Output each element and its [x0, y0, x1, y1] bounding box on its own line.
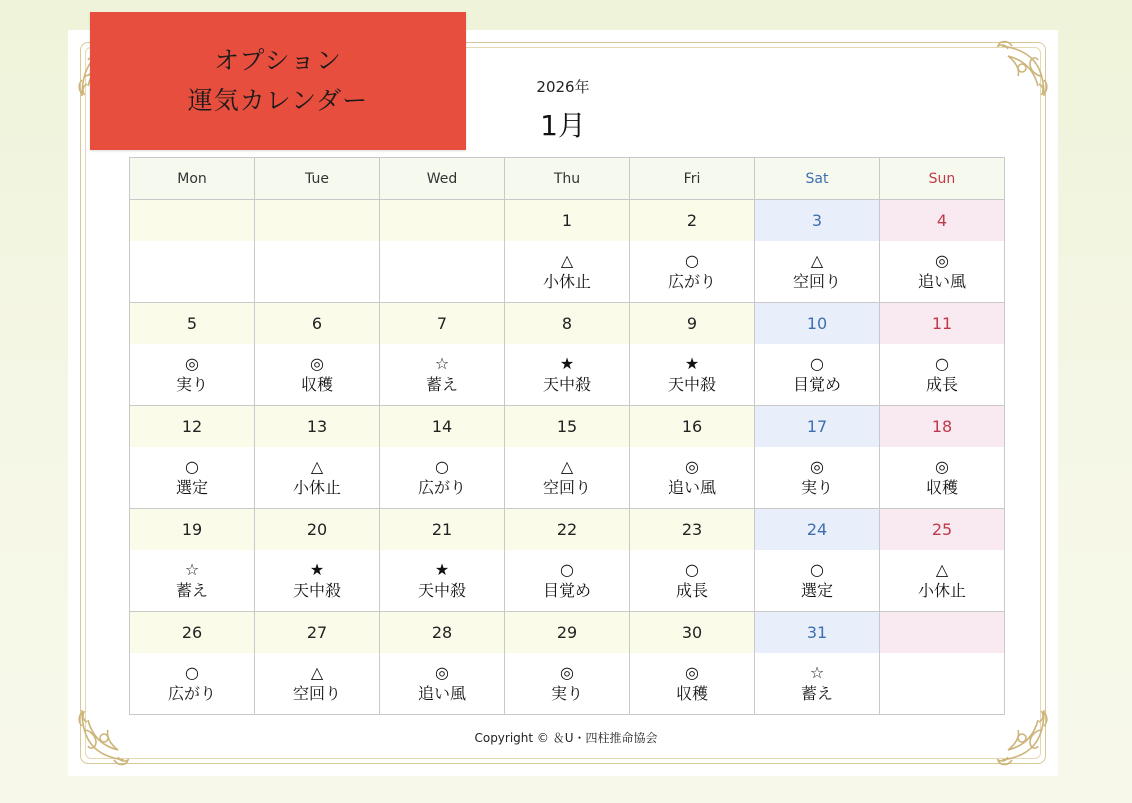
fortune-word: 収穫 — [675, 684, 708, 703]
fortune-symbol: ★ — [434, 560, 450, 579]
day-number: 8 — [505, 303, 629, 344]
fortune-symbol: ◎ — [935, 251, 949, 270]
day-number: 28 — [380, 612, 504, 653]
calendar-day-cell — [130, 303, 255, 406]
day-number — [255, 200, 379, 241]
fortune-symbol: ◎ — [435, 663, 449, 682]
calendar-day-cell — [630, 303, 755, 406]
fortune-entry — [255, 550, 379, 611]
calendar-day-cell — [880, 612, 1005, 715]
fortune-entry — [505, 447, 629, 508]
fortune-word: 小休止 — [542, 272, 591, 291]
fortune-symbol: ○ — [185, 457, 199, 476]
fortune-symbol: ○ — [810, 354, 824, 373]
fortune-symbol: ○ — [685, 560, 699, 579]
fortune-entry — [255, 344, 379, 405]
fortune-symbol: ○ — [810, 560, 824, 579]
calendar-day-cell — [380, 509, 505, 612]
fortune-symbol: ☆ — [184, 560, 200, 579]
fortune-symbol: ○ — [185, 663, 199, 682]
day-number: 25 — [880, 509, 1004, 550]
day-number: 17 — [755, 406, 879, 447]
calendar-day-cell — [380, 200, 505, 303]
fortune-word: 収穫 — [925, 478, 958, 497]
fortune-word: 追い風 — [917, 272, 966, 291]
fortune-entry — [880, 344, 1004, 405]
day-number: 14 — [380, 406, 504, 447]
calendar-day-cell — [130, 406, 255, 509]
fortune-symbol: ★ — [684, 354, 700, 373]
fortune-entry — [380, 344, 504, 405]
fortune-symbol: ○ — [435, 457, 449, 476]
day-number: 19 — [130, 509, 254, 550]
fortune-entry — [755, 550, 879, 611]
calendar-day-cell — [255, 406, 380, 509]
fortune-entry — [380, 550, 504, 611]
title-line-2: 運気カレンダー — [187, 86, 369, 115]
fortune-symbol: ○ — [935, 354, 949, 373]
calendar-day-cell — [880, 509, 1005, 612]
fortune-entry — [380, 653, 504, 714]
fortune-entry — [380, 241, 504, 302]
fortune-symbol: △ — [560, 251, 574, 270]
fortune-word: 実り — [175, 375, 208, 394]
calendar-day-cell — [630, 406, 755, 509]
calendar-day-cell — [505, 200, 630, 303]
weekday-fri: Fri — [630, 158, 755, 200]
day-number: 6 — [255, 303, 379, 344]
weekday-sun: Sun — [880, 158, 1005, 200]
fortune-word: 広がり — [417, 478, 466, 497]
fortune-symbol: △ — [935, 560, 949, 579]
day-number — [130, 200, 254, 241]
fortune-entry — [505, 653, 629, 714]
calendar-day-cell — [880, 200, 1005, 303]
day-number: 3 — [755, 200, 879, 241]
day-number: 24 — [755, 509, 879, 550]
calendar-day-cell — [130, 509, 255, 612]
calendar-day-cell — [880, 406, 1005, 509]
fortune-entry — [755, 653, 879, 714]
fortune-symbol: △ — [310, 663, 324, 682]
weekday-sat: Sat — [755, 158, 880, 200]
day-number: 21 — [380, 509, 504, 550]
calendar-day-cell — [505, 612, 630, 715]
day-number: 11 — [880, 303, 1004, 344]
fortune-word: 実り — [800, 478, 833, 497]
fortune-symbol: ◎ — [185, 354, 199, 373]
fortune-word: 小休止 — [292, 478, 341, 497]
day-number: 15 — [505, 406, 629, 447]
fortune-entry — [755, 241, 879, 302]
fortune-entry — [755, 447, 879, 508]
fortune-entry — [880, 447, 1004, 508]
weekday-tue: Tue — [255, 158, 380, 200]
fortune-word: 蓄え — [425, 375, 458, 394]
calendar-year: 2026年 — [536, 78, 590, 96]
fortune-word: 蓄え — [175, 581, 208, 600]
fortune-symbol: ◎ — [810, 457, 824, 476]
day-number: 7 — [380, 303, 504, 344]
calendar-day-cell — [755, 303, 880, 406]
fortune-symbol: ★ — [559, 354, 575, 373]
weekday-mon: Mon — [130, 158, 255, 200]
title-banner — [90, 12, 466, 150]
day-number: 9 — [630, 303, 754, 344]
fortune-word: 目覚め — [542, 581, 591, 600]
fortune-word: 広がり — [667, 272, 716, 291]
fortune-word: 天中殺 — [417, 581, 466, 600]
calendar-day-cell — [380, 303, 505, 406]
fortune-word: 広がり — [167, 684, 216, 703]
fortune-entry — [505, 344, 629, 405]
weekday-wed: Wed — [380, 158, 505, 200]
calendar-day-cell — [755, 612, 880, 715]
day-number: 4 — [880, 200, 1004, 241]
fortune-symbol: ○ — [685, 251, 699, 270]
calendar-day-cell — [130, 612, 255, 715]
fortune-symbol: ★ — [309, 560, 325, 579]
fortune-entry — [255, 241, 379, 302]
fortune-entry — [130, 653, 254, 714]
day-number: 10 — [755, 303, 879, 344]
calendar-day-cell — [630, 612, 755, 715]
day-number: 2 — [630, 200, 754, 241]
day-number: 20 — [255, 509, 379, 550]
fortune-symbol: △ — [310, 457, 324, 476]
calendar-grid — [129, 157, 1005, 715]
fortune-entry — [755, 344, 879, 405]
calendar-week-row — [130, 509, 1005, 612]
title-line-1: オプション — [214, 46, 342, 75]
fortune-word: 選定 — [175, 478, 208, 497]
corner-flourish-icon — [980, 36, 1052, 108]
calendar-day-cell — [255, 509, 380, 612]
fortune-entry — [130, 344, 254, 405]
calendar-day-cell — [505, 509, 630, 612]
calendar-week-row — [130, 612, 1005, 715]
day-number: 23 — [630, 509, 754, 550]
day-number: 26 — [130, 612, 254, 653]
fortune-word: 実り — [550, 684, 583, 703]
fortune-entry — [130, 447, 254, 508]
day-number — [880, 612, 1004, 653]
calendar-day-cell — [255, 303, 380, 406]
fortune-symbol: △ — [560, 457, 574, 476]
fortune-entry — [255, 447, 379, 508]
calendar-day-cell — [505, 406, 630, 509]
calendar-day-cell — [755, 200, 880, 303]
calendar-day-cell — [255, 200, 380, 303]
calendar-day-cell — [755, 509, 880, 612]
fortune-entry — [880, 550, 1004, 611]
day-number: 13 — [255, 406, 379, 447]
fortune-word: 蓄え — [800, 684, 833, 703]
calendar-week-row — [130, 303, 1005, 406]
fortune-symbol: ☆ — [809, 663, 825, 682]
day-number: 31 — [755, 612, 879, 653]
fortune-symbol: △ — [810, 251, 824, 270]
calendar-day-cell — [630, 509, 755, 612]
fortune-entry — [630, 550, 754, 611]
fortune-symbol: ◎ — [935, 457, 949, 476]
fortune-entry — [255, 653, 379, 714]
calendar-day-cell — [380, 612, 505, 715]
fortune-symbol: ◎ — [560, 663, 574, 682]
calendar-day-cell — [380, 406, 505, 509]
fortune-word: 天中殺 — [292, 581, 341, 600]
fortune-symbol: ◎ — [685, 457, 699, 476]
fortune-word: 小休止 — [917, 581, 966, 600]
fortune-entry — [130, 241, 254, 302]
fortune-word: 選定 — [800, 581, 833, 600]
fortune-entry — [505, 550, 629, 611]
fortune-word: 目覚め — [792, 375, 841, 394]
day-number: 12 — [130, 406, 254, 447]
calendar-day-cell — [755, 406, 880, 509]
fortune-entry — [630, 447, 754, 508]
copyright-footer: Copyright © ＆U・四柱推命協会 — [474, 731, 658, 745]
weekday-thu: Thu — [505, 158, 630, 200]
fortune-symbol: ☆ — [434, 354, 450, 373]
day-number: 29 — [505, 612, 629, 653]
fortune-entry — [505, 241, 629, 302]
fortune-word: 空回り — [292, 684, 341, 703]
fortune-word: 成長 — [675, 581, 708, 600]
calendar-week-row — [130, 200, 1005, 303]
fortune-word: 追い風 — [667, 478, 716, 497]
fortune-entry — [630, 344, 754, 405]
fortune-entry — [630, 653, 754, 714]
fortune-word: 成長 — [925, 375, 958, 394]
fortune-word: 追い風 — [417, 684, 466, 703]
day-number: 5 — [130, 303, 254, 344]
fortune-entry — [130, 550, 254, 611]
calendar-month: 1月 — [540, 109, 586, 142]
calendar-day-cell — [505, 303, 630, 406]
calendar-day-cell — [880, 303, 1005, 406]
fortune-entry — [630, 241, 754, 302]
fortune-word: 空回り — [792, 272, 841, 291]
fortune-word: 収穫 — [300, 375, 333, 394]
day-number — [380, 200, 504, 241]
day-number: 1 — [505, 200, 629, 241]
calendar-week-row — [130, 406, 1005, 509]
fortune-symbol: ◎ — [310, 354, 324, 373]
day-number: 22 — [505, 509, 629, 550]
fortune-word: 空回り — [542, 478, 591, 497]
fortune-entry — [880, 241, 1004, 302]
fortune-symbol: ○ — [560, 560, 574, 579]
fortune-word: 天中殺 — [667, 375, 716, 394]
day-number: 27 — [255, 612, 379, 653]
calendar-day-cell — [630, 200, 755, 303]
weekday-header-row — [130, 158, 1005, 200]
fortune-entry — [880, 653, 1004, 714]
calendar-day-cell — [130, 200, 255, 303]
fortune-symbol: ◎ — [685, 663, 699, 682]
day-number: 18 — [880, 406, 1004, 447]
fortune-entry — [380, 447, 504, 508]
calendar-day-cell — [255, 612, 380, 715]
fortune-word: 天中殺 — [542, 375, 591, 394]
day-number: 30 — [630, 612, 754, 653]
day-number: 16 — [630, 406, 754, 447]
